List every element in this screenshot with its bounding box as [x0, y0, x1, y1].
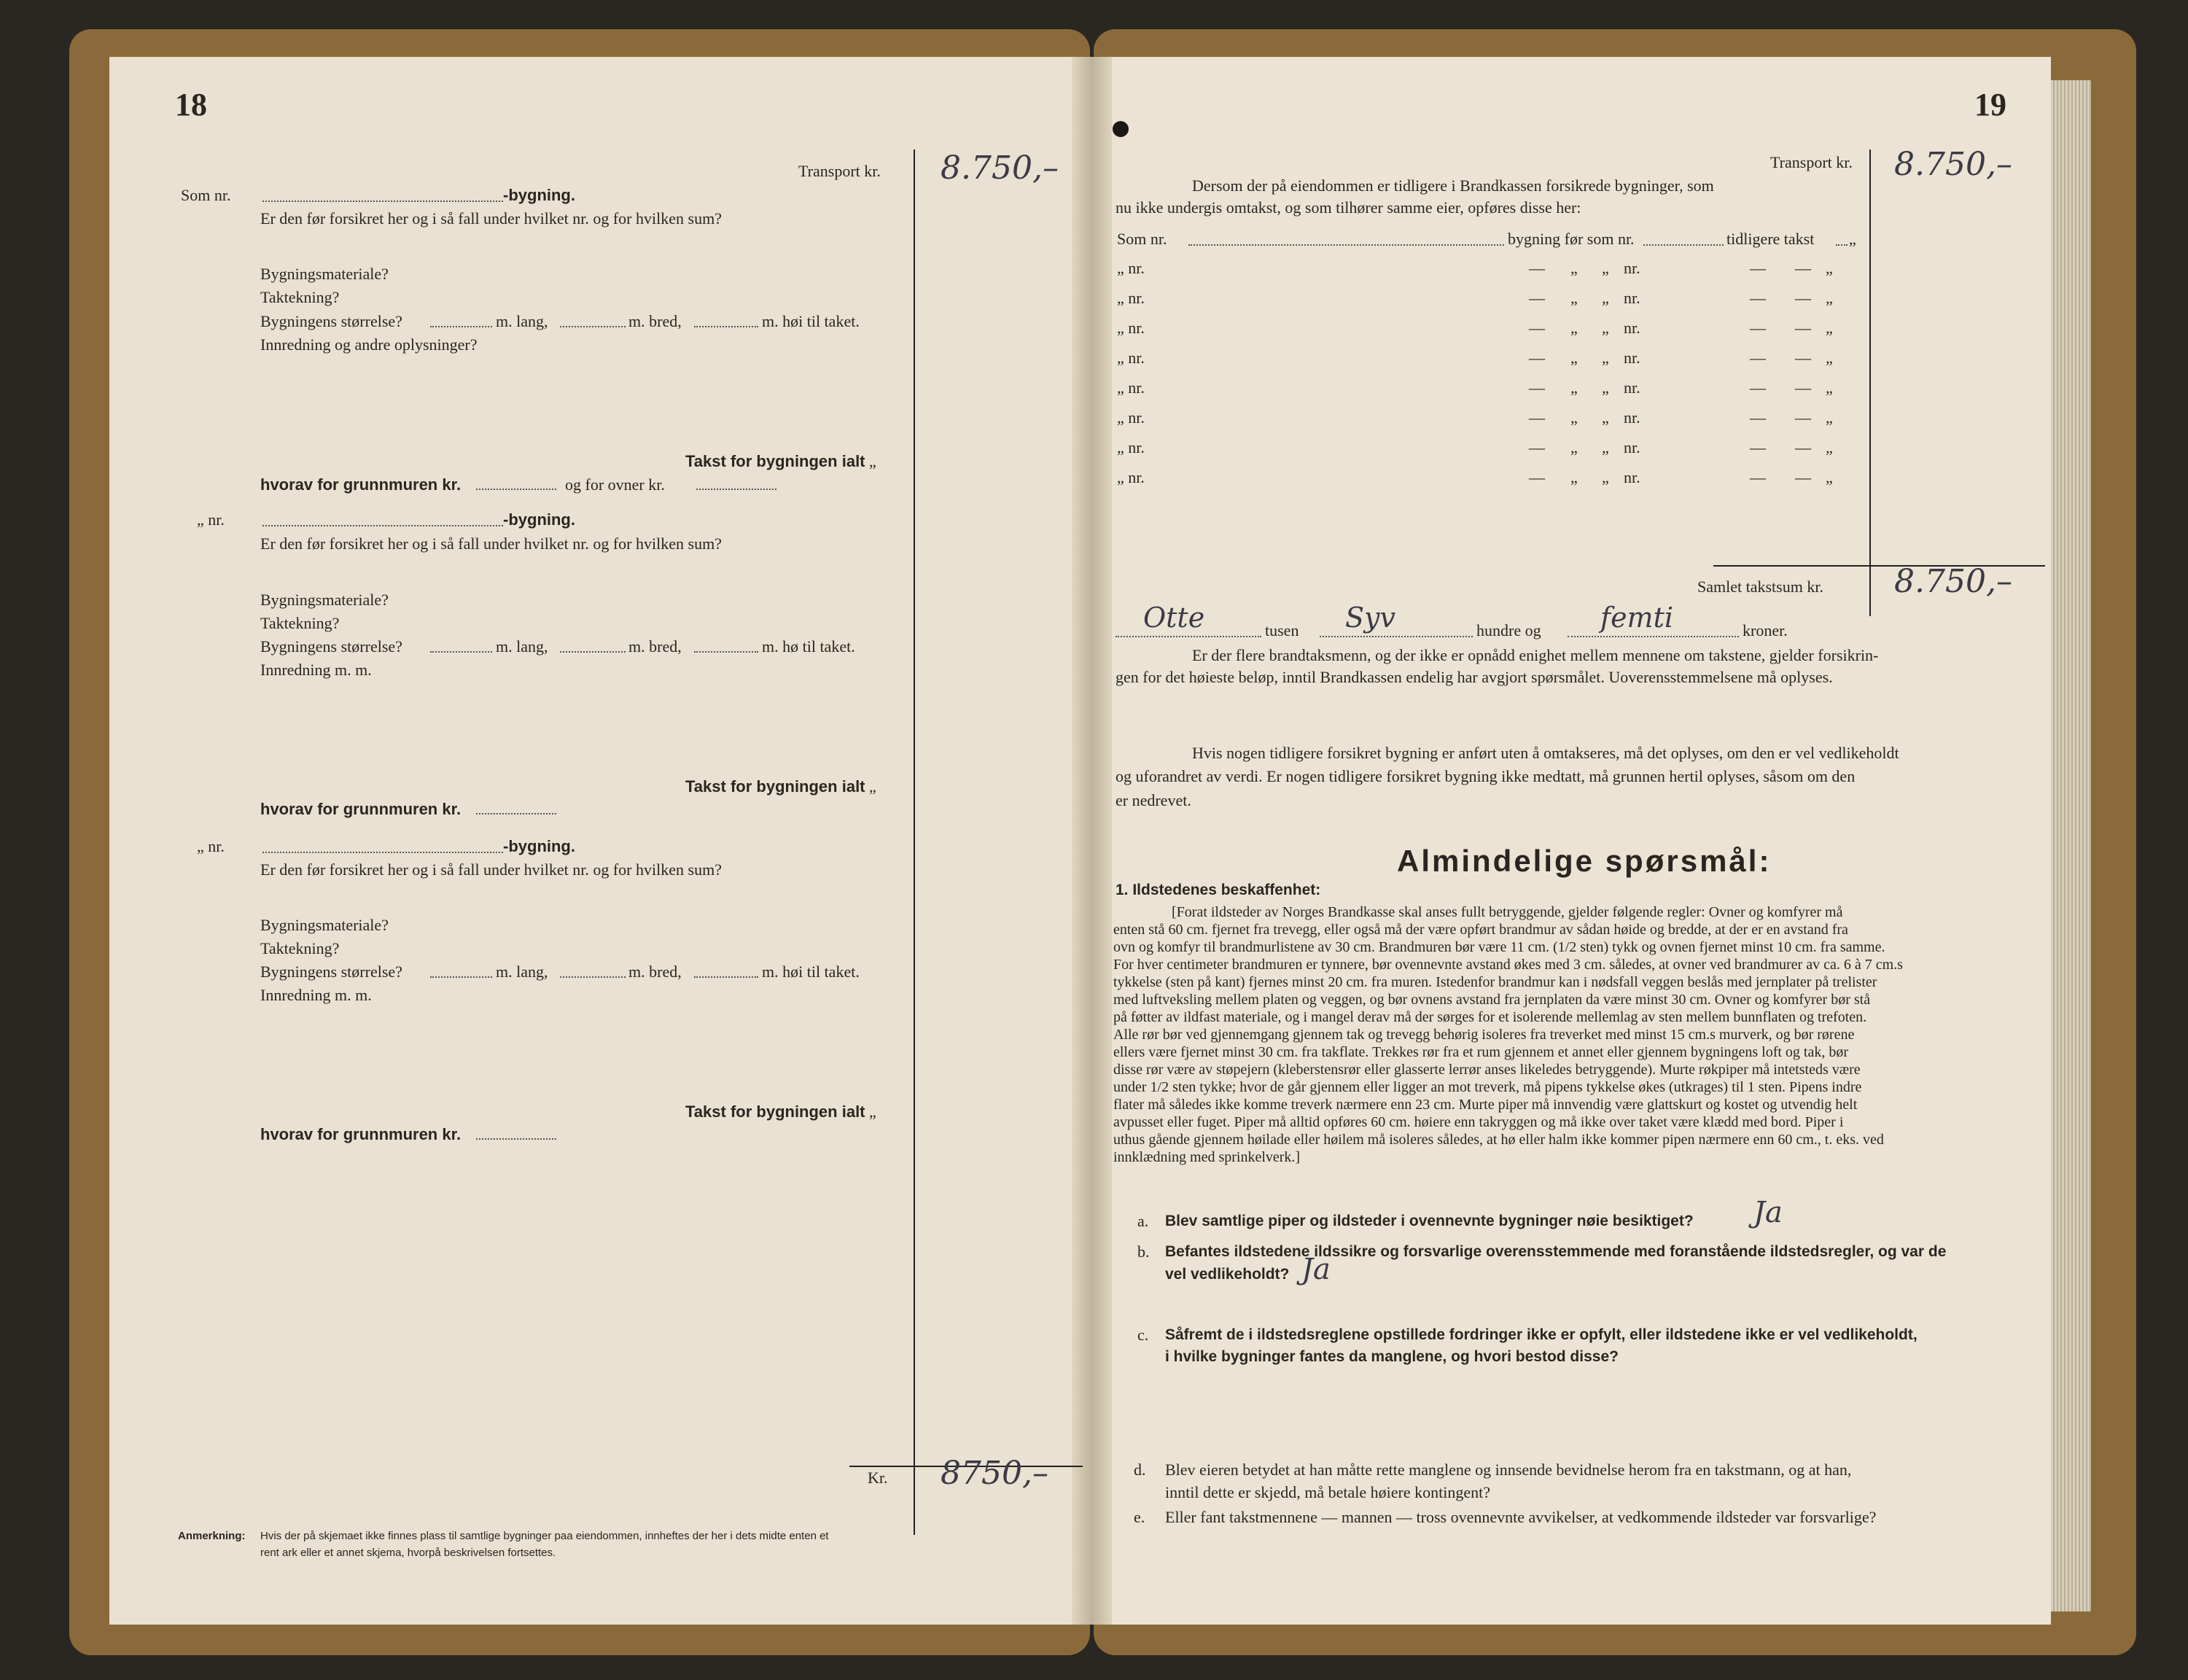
- grunnmur-blank-3: [476, 1138, 556, 1140]
- kroner-label: kroner.: [1743, 621, 1788, 639]
- regler-line: med luftveksling mellem platen og veggen, og bør ovnens avstand fra jernplaten da være minst 30 cm. Ovner og komfyrer bør stå: [1113, 992, 1871, 1008]
- row-nr: nr.: [1624, 408, 1640, 427]
- q-b-answer: Ja: [1301, 1253, 1331, 1286]
- regler-line: under 1/2 sten tykke; hvor de går gjennem eller ligger an mot treverk, må pipens tykkelse økes (utkrages) til 1 sten. Pipens indre: [1113, 1079, 1862, 1095]
- book-gutter: [1072, 57, 1112, 1625]
- regler-line: [Forat ildsteder av Norges Brandkasse skal anses fullt betryggende, gjelder følgende regler: Ovner og komfyrer må: [1172, 904, 1843, 920]
- regler-line: disse rør være av støpejern (kleberstensrør eller glasserte lerrør anses likeledes betryggende). Murte røkpiper må intetsteds være: [1113, 1062, 1861, 1078]
- row-quote: „: [1570, 349, 1578, 367]
- amount-column-rule: [914, 149, 915, 1535]
- hvorav-grunnmur-label: hvorav for grunnmuren kr.: [260, 475, 462, 494]
- q-c-label: c.: [1137, 1326, 1149, 1344]
- row-quote: „: [1826, 289, 1833, 307]
- total-label-left: Kr.: [868, 1469, 888, 1487]
- row-quote: „: [1826, 438, 1833, 456]
- row-quote: „: [1826, 349, 1833, 367]
- nr-label-3: „ nr.: [197, 837, 225, 855]
- bygningsmateriale-label-3: Bygningsmateriale?: [260, 916, 389, 934]
- m-hoi-label-3: m. høi til taket.: [762, 962, 860, 981]
- innredning-label: Innredning og andre oplysninger?: [260, 335, 478, 354]
- row-dash: —: [1795, 468, 1811, 486]
- takst-ialt-label: Takst for bygningen ialt: [685, 452, 865, 470]
- row-dash: —: [1529, 408, 1545, 427]
- m-hoi-label: m. høi til taket.: [762, 312, 860, 330]
- row-quote: „: [1602, 468, 1609, 486]
- taktekning-label-2: Taktekning?: [260, 614, 340, 632]
- m-lang-label-3: m. lang,: [496, 962, 548, 981]
- grunnmur-blank: [476, 489, 556, 490]
- samlet-value: 8.750,–: [1894, 563, 2012, 600]
- forsikret-question-3: Er den før forsikret her og i så fall under hvilket nr. og for hvilken sum?: [260, 860, 722, 879]
- row-dash: —: [1750, 259, 1766, 277]
- anmerkning-text-2: rent ark eller et annet skjema, hvorpå beskrivelsen fortsettes.: [260, 1547, 556, 1559]
- hundre-og-label: hundre og: [1476, 621, 1541, 639]
- innredning-label-2: Innredning m. m.: [260, 661, 372, 679]
- row-prefix: „ nr.: [1117, 289, 1145, 307]
- row-dash: —: [1750, 378, 1766, 397]
- nr-blank-2: [262, 525, 503, 526]
- section-1-title: 1. Ildstedenes beskaffenhet:: [1116, 882, 1321, 898]
- anmerkning-text-1: Hvis der på skjemaet ikke finnes plass til samtlige bygninger paa eiendommen, innheftes der her i dets midte enten et: [260, 1530, 829, 1542]
- row-quote: „: [1570, 408, 1578, 427]
- row-prefix: „ nr.: [1117, 438, 1145, 456]
- row-quote: „: [1570, 378, 1578, 397]
- hoi-blank: [694, 326, 758, 327]
- bred-blank-3: [560, 976, 626, 978]
- row-dash: —: [1750, 319, 1766, 337]
- row-quote: „: [1570, 319, 1578, 337]
- takst-quote-2: „: [869, 777, 876, 796]
- bygningsmateriale-label-2: Bygningsmateriale?: [260, 591, 389, 609]
- row-quote: „: [1602, 319, 1609, 337]
- q-d-label: d.: [1134, 1461, 1146, 1479]
- row-quote: „: [1826, 468, 1833, 486]
- row-prefix: „ nr.: [1117, 378, 1145, 397]
- q-a-text: Blev samtlige piper og ildsteder i ovennevnte bygninger nøie besiktiget?: [1165, 1213, 1694, 1229]
- row-quote: „: [1602, 438, 1609, 456]
- hvis-line-2: og uforandret av verdi. Er nogen tidligere forsikret bygning ikke medtatt, må grunnen hertil oplyses, såsom om den: [1116, 767, 1856, 785]
- transport-label-right: Transport kr.: [1770, 153, 1853, 171]
- row-quote: „: [1602, 408, 1609, 427]
- row-dash: —: [1795, 259, 1811, 277]
- bygning-for-som-nr-blank: [1643, 244, 1724, 246]
- regler-line: innklædning med sprinkelverk.]: [1113, 1149, 1301, 1165]
- row-dash: —: [1750, 289, 1766, 307]
- row-quote: „: [1602, 378, 1609, 397]
- row-quote: „: [1602, 259, 1609, 277]
- row-quote: „: [1826, 408, 1833, 427]
- lang-blank-3: [430, 976, 492, 978]
- regler-line: på føtter av ildfast materiale, og i mangel derav må der sørges for et isolerende mellemlag av sten mellem bunnflaten og trefoten.: [1113, 1009, 1867, 1025]
- femti-line: [1568, 636, 1739, 637]
- tusen-label: tusen: [1265, 621, 1299, 639]
- transport-value-right: 8.750,–: [1894, 146, 2012, 183]
- anmerkning-label: Anmerkning:: [178, 1530, 246, 1542]
- page-edges: [2047, 80, 2091, 1611]
- q-e-text: Eller fant takstmennene — mannen — tross ovennevnte avvikelser, at vedkommende ildsteder var forsvarlige?: [1165, 1508, 1877, 1526]
- som-nr-right: Som nr.: [1117, 230, 1167, 248]
- row-prefix: „ nr.: [1117, 349, 1145, 367]
- hoi-blank-3: [694, 976, 758, 978]
- page-number-left: 18: [175, 87, 207, 122]
- som-nr-label: Som nr.: [181, 186, 231, 204]
- row-dash: —: [1750, 438, 1766, 456]
- row-dash: —: [1795, 378, 1811, 397]
- forsikret-question-2: Er den før forsikret her og i så fall under hvilket nr. og for hvilken sum?: [260, 534, 722, 553]
- storrelse-label-3: Bygningens størrelse?: [260, 962, 402, 981]
- row-nr: nr.: [1624, 349, 1640, 367]
- flere-line-1: Er der flere brandtaksmenn, og der ikke er opnådd enighet mellem mennene om takstene, gjelder forsikrin-: [1192, 646, 1879, 664]
- regler-line: ellers være fjernet minst 30 cm. fra takflate. Trekkes rør fra et rum gjennem et annet eller gjennem bygningens loft og tak, bør: [1113, 1044, 1849, 1060]
- row-dash: —: [1529, 319, 1545, 337]
- row-quote: „: [1570, 468, 1578, 486]
- bred-blank: [560, 326, 626, 327]
- row-quote: „: [1602, 349, 1609, 367]
- row-dash: —: [1529, 259, 1545, 277]
- regler-line: enten stå 60 cm. fjernet fra trevegg, eller også må der være opført brandmur av sådan høide og bredde, at der er en avstand fra: [1113, 922, 1848, 938]
- amount-column-rule-right: [1869, 149, 1871, 616]
- words-otte: Otte: [1143, 602, 1205, 634]
- section-heading: Almindelige spørsmål:: [1397, 844, 1772, 878]
- og-for-ovner-label: og for ovner kr.: [565, 475, 665, 494]
- som-nr-blank: [1188, 244, 1504, 246]
- row-quote: „: [1570, 438, 1578, 456]
- q-d-text-1: Blev eieren betydet at han måtte rette manglene og innsende bevidnelse herom fra en takstmann, og at han,: [1165, 1461, 1852, 1479]
- grunnmur-blank-2: [476, 813, 556, 814]
- m-ho-label-2: m. hø til taket.: [762, 637, 855, 656]
- regler-line: flater må således ikke komme treverk nærmere enn 23 cm. Murte piper må innvendig være glattskurt og kostet og utvendig helt: [1113, 1097, 1858, 1113]
- regler-line: tykkelse (sten på kant) fjernes minst 20 cm. fra muren. Istedenfor brandmur kan i nødsfall veggen beslås med jernplater på trelister: [1113, 974, 1877, 990]
- regler-line: ovn og komfyr til brandmurlistene av 30 cm. Brandmuren bør være 11 cm. (1/2 sten) tykk og ovnen fjernet minst 10 cm. fra samme.: [1113, 939, 1885, 955]
- bred-blank-2: [560, 651, 626, 653]
- q-b-text-1: Befantes ildstedene ildssikre og forsvarlige overensstemmende med foranstående ildstedsregler, og var de: [1165, 1243, 1947, 1260]
- takst-quote-3: „: [869, 1102, 876, 1121]
- syv-line: [1320, 636, 1473, 637]
- nr-label-2: „ nr.: [197, 510, 225, 529]
- forsikret-question: Er den før forsikret her og i så fall under hvilket nr. og for hvilken sum?: [260, 209, 722, 228]
- regler-line: Alle rør bør ved gjennemgang gjennem tak og trevegg behørig isoleres fra treverket med minst 15 cm.s murverk, og bør rørene: [1113, 1027, 1855, 1043]
- row-dash: —: [1750, 349, 1766, 367]
- row-dash: —: [1529, 438, 1545, 456]
- hvorav-grunnmur-label-3: hvorav for grunnmuren kr.: [260, 1125, 462, 1143]
- regler-line: For hver centimeter brandmuren er tynnere, bør ovennevnte avstand økes med 3 cm. således, at ovner ved brandmurer av ca. 6 à 7 cm.s: [1113, 957, 1903, 973]
- bygningsmateriale-label: Bygningsmateriale?: [260, 265, 389, 283]
- hvis-line-1: Hvis nogen tidligere forsikret bygning er anført uten å omtakseres, må det oplyses, om den er vel vedlikeholdt: [1192, 744, 1899, 762]
- lang-blank: [430, 326, 492, 327]
- bygning-label: -bygning.: [503, 186, 575, 204]
- row-nr: nr.: [1624, 468, 1640, 486]
- row-dash: —: [1750, 408, 1766, 427]
- nr-blank-3: [262, 852, 503, 853]
- ho-blank-2: [694, 651, 758, 653]
- row-nr: nr.: [1624, 289, 1640, 307]
- m-bred-label-2: m. bred,: [628, 637, 682, 656]
- row-nr: nr.: [1624, 438, 1640, 456]
- row-dash: —: [1795, 319, 1811, 337]
- bygning-label-3: -bygning.: [503, 837, 575, 855]
- regler-line: uthus gående gjennem høilade eller høilem må isoleres således, at hø eller halm ikke kommer pipen nærmere enn 60 cm., t. eks. ved: [1113, 1132, 1884, 1148]
- q-a-label: a.: [1137, 1212, 1149, 1230]
- row-dash: —: [1529, 289, 1545, 307]
- left-page: [109, 57, 1083, 1625]
- row-prefix: „ nr.: [1117, 408, 1145, 427]
- otte-line: [1116, 636, 1261, 637]
- words-femti: femti: [1600, 602, 1674, 634]
- transport-label-left: Transport kr.: [798, 162, 881, 180]
- innredning-label-3: Innredning m. m.: [260, 986, 372, 1004]
- samlet-label: Samlet takstsum kr.: [1697, 578, 1823, 596]
- q-b-label: b.: [1137, 1242, 1150, 1261]
- lang-blank-2: [430, 651, 492, 653]
- takst-ialt-label-2: Takst for bygningen ialt: [685, 777, 865, 796]
- hvis-line-3: er nedrevet.: [1116, 791, 1191, 809]
- row-dash: —: [1795, 408, 1811, 427]
- binding-hole: [1113, 121, 1129, 137]
- m-bred-label-3: m. bred,: [628, 962, 682, 981]
- m-bred-label: m. bred,: [628, 312, 682, 330]
- bygning-label-2: -bygning.: [503, 510, 575, 529]
- takst-quote: „: [869, 452, 876, 470]
- taktekning-label-3: Taktekning?: [260, 939, 340, 957]
- row-nr: nr.: [1624, 259, 1640, 277]
- row-prefix: „ nr.: [1117, 259, 1145, 277]
- q-b-text-2: vel vedlikeholdt?: [1165, 1266, 1290, 1283]
- words-syv: Syv: [1345, 602, 1395, 634]
- row-quote: „: [1602, 289, 1609, 307]
- row-nr: nr.: [1624, 378, 1640, 397]
- row-dash: —: [1795, 289, 1811, 307]
- m-lang-label: m. lang,: [496, 312, 548, 330]
- takst-ialt-label-3: Takst for bygningen ialt: [685, 1102, 865, 1121]
- hvorav-grunnmur-label-2: hvorav for grunnmuren kr.: [260, 800, 462, 818]
- ovner-blank: [696, 489, 776, 490]
- q-d-text-2: inntil dette er skjedd, må betale høiere kontingent?: [1165, 1483, 1490, 1501]
- row-dash: —: [1529, 378, 1545, 397]
- q-a-answer: Ja: [1753, 1196, 1783, 1229]
- row-dash: —: [1750, 468, 1766, 486]
- storrelse-label: Bygningens størrelse?: [260, 312, 402, 330]
- total-value-left: 8750,–: [941, 1455, 1048, 1492]
- row-quote: „: [1826, 259, 1833, 277]
- flere-line-2: gen for det høieste beløp, inntil Brandkassen endelig har avgjort spørsmålet. Uoverensstemmelsene må oplyses.: [1116, 668, 1833, 686]
- regler-line: avpusset eller fuget. Piper må alltid opføres 60 cm. høiere enn takryggen og må ikke over taket være klædd med bord. Piper i: [1113, 1114, 1844, 1130]
- tidligere-takst-label: tidligere takst: [1726, 230, 1815, 248]
- row-quote: „: [1570, 259, 1578, 277]
- row-dash: —: [1795, 349, 1811, 367]
- q-e-label: e.: [1134, 1508, 1145, 1526]
- q-c-text-2: i hvilke bygninger fantes da manglene, og hvori bestod disse?: [1165, 1348, 1619, 1365]
- page-number-right: 19: [1974, 87, 2006, 122]
- row-nr: nr.: [1624, 319, 1640, 337]
- tidligere-takst-blank: [1836, 244, 1848, 246]
- row-prefix: „ nr.: [1117, 319, 1145, 337]
- row-prefix: „ nr.: [1117, 468, 1145, 486]
- bygning-for-som-nr: bygning før som nr.: [1508, 230, 1635, 248]
- transport-value-left: 8.750,–: [941, 149, 1059, 187]
- q-c-text-1: Såfremt de i ildstedsreglene opstillede fordringer ikke er opfylt, eller ildstedene ikke er vel vedlikeholdt,: [1165, 1326, 1918, 1343]
- row-quote: „: [1570, 289, 1578, 307]
- taktekning-label: Taktekning?: [260, 288, 340, 306]
- row-quote: „: [1826, 378, 1833, 397]
- tidligere-takst-quote: „: [1849, 230, 1856, 248]
- storrelse-label-2: Bygningens størrelse?: [260, 637, 402, 656]
- row-dash: —: [1529, 468, 1545, 486]
- intro-line-2: nu ikke undergis omtakst, og som tilhører samme eier, opføres disse her:: [1116, 198, 1581, 217]
- row-dash: —: [1795, 438, 1811, 456]
- nr-blank: [262, 201, 503, 202]
- row-quote: „: [1826, 319, 1833, 337]
- m-lang-label-2: m. lang,: [496, 637, 548, 656]
- intro-line-1: Dersom der på eiendommen er tidligere i Brandkassen forsikrede bygninger, som: [1192, 176, 1714, 195]
- row-dash: —: [1529, 349, 1545, 367]
